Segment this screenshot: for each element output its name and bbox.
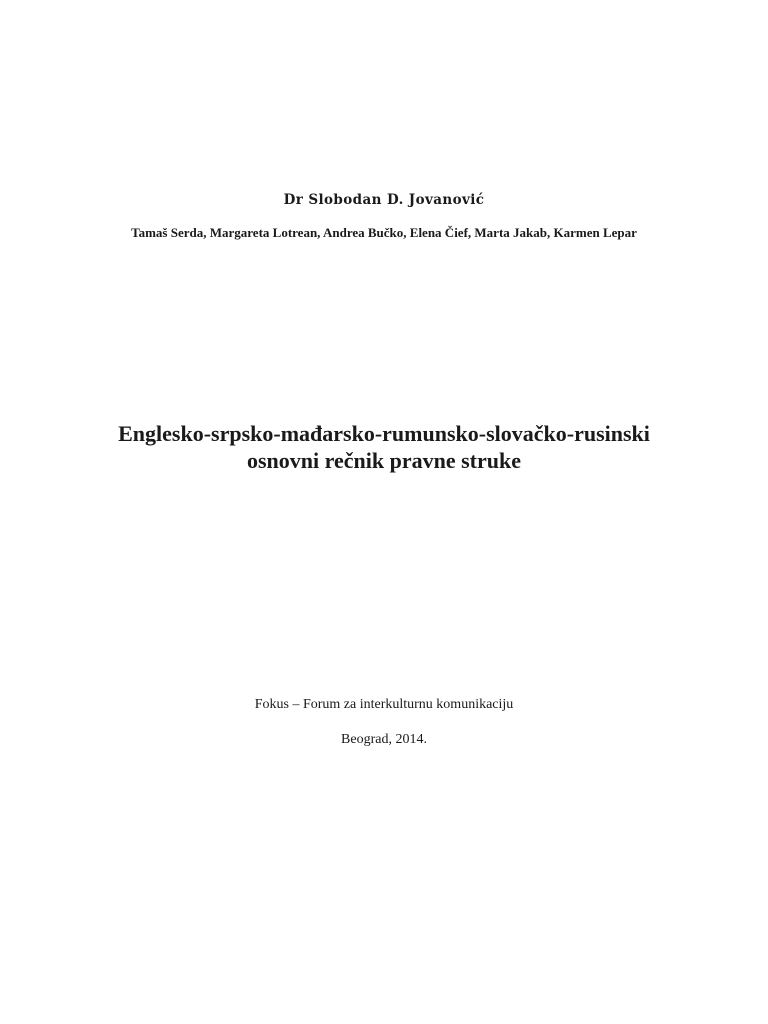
- coauthors-list: Tamaš Serda, Margareta Lotrean, Andrea Bučko, Elena Čief, Marta Jakab, Karmen Lepar: [131, 225, 637, 240]
- book-title: [0, 420, 768, 474]
- book-title-line-2: osnovni rečnik pravne struke: [246, 448, 521, 473]
- book-title-line-1: Englesko-srpsko-mađarsko-rumunsko-slovačko-rusinski: [118, 421, 650, 446]
- place-and-year: Beograd, 2014.: [341, 732, 427, 747]
- author-name: Dr Slobodan D. Jovanović: [283, 192, 485, 208]
- publisher: Fokus – Forum za interkulturnu komunikaciju: [254, 697, 514, 712]
